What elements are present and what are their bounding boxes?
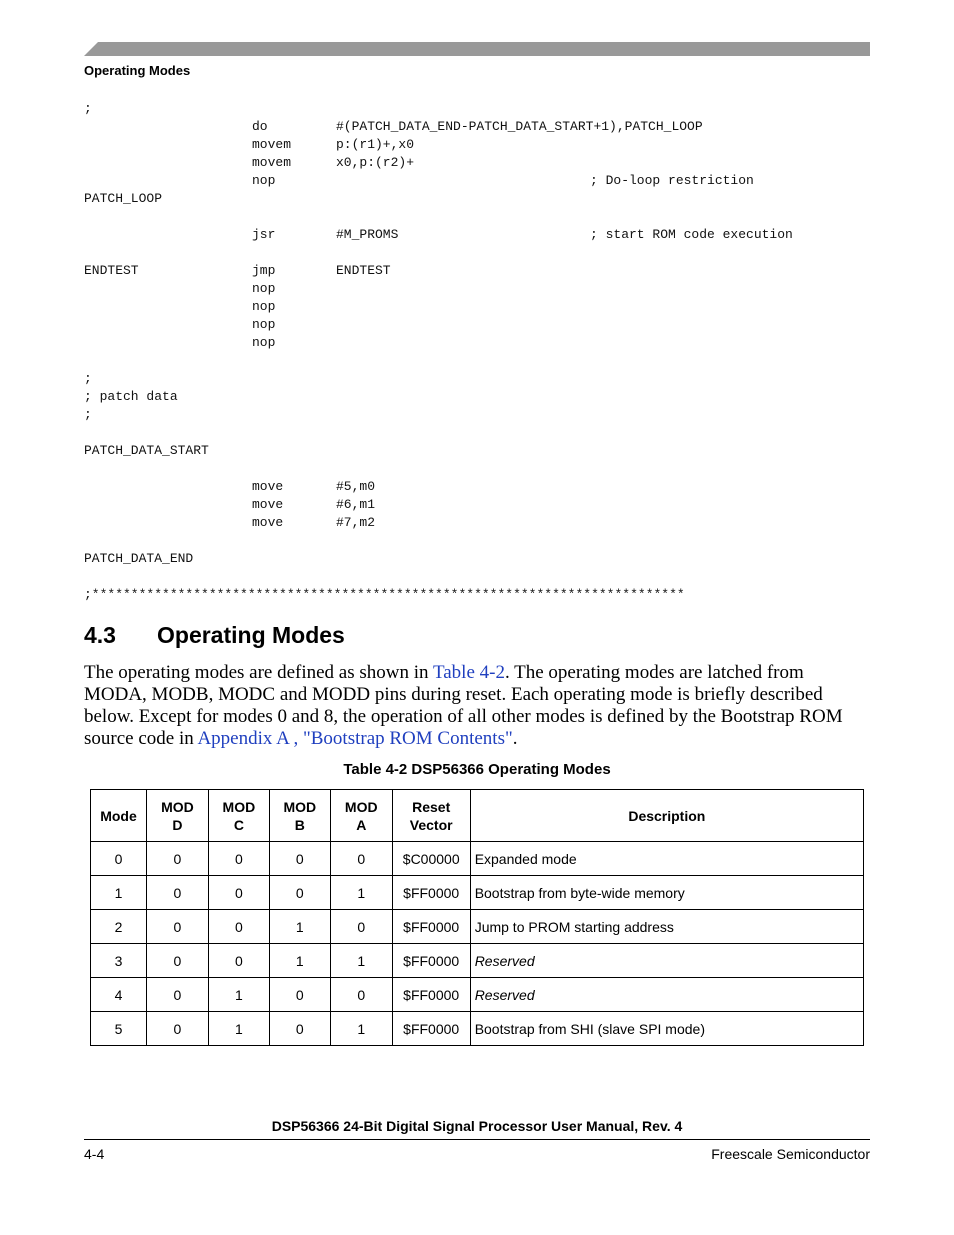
cell-modc: 0: [208, 910, 269, 944]
cell-modd: 0: [146, 978, 208, 1012]
table-row: [91, 910, 864, 944]
header-modc-line2: C: [233, 816, 244, 833]
cell-modd: 0: [146, 1012, 208, 1046]
appendix-link[interactable]: Appendix A , "Bootstrap ROM Contents": [197, 728, 513, 749]
table-header-row: [91, 790, 864, 842]
para-text: The operating modes are defined as shown in: [84, 662, 433, 683]
code-opcode: move: [252, 497, 284, 512]
code-operand: #7,m2: [336, 515, 376, 530]
header-modd-line1: MOD: [161, 798, 194, 815]
code-opcode: jsr: [252, 227, 276, 242]
code-opcode: nop: [252, 335, 276, 350]
company-name: Freescale Semiconductor: [711, 1146, 870, 1162]
cell-modc: 0: [208, 944, 269, 978]
header-moda-line2: A: [356, 816, 367, 833]
cell-moda: 1: [330, 876, 392, 910]
code-comment: ; start ROM code execution: [590, 227, 793, 242]
header-modc: [208, 790, 269, 842]
code-label: PATCH_LOOP: [84, 191, 163, 206]
cell-reset-vector: $FF0000: [392, 910, 470, 944]
header-mode: Mode: [91, 790, 147, 842]
cell-moda: 1: [330, 944, 392, 978]
cell-modc: 0: [208, 842, 269, 876]
cell-description: Reserved: [470, 944, 863, 978]
cell-modb: 0: [269, 978, 330, 1012]
code-opcode: move: [252, 515, 284, 530]
running-head: Operating Modes: [84, 63, 191, 78]
section-heading: [84, 622, 345, 649]
body-paragraph: [84, 662, 870, 750]
cell-reset-vector: $FF0000: [392, 876, 470, 910]
header-description: Description: [470, 790, 863, 842]
code-comment: ; patch data: [84, 389, 178, 404]
header-moda-line1: MOD: [344, 798, 378, 815]
cell-reset-vector: $FF0000: [392, 1012, 470, 1046]
code-operand: ENDTEST: [336, 263, 391, 278]
footer-divider: [84, 1139, 870, 1140]
table-row: [91, 876, 864, 910]
header-modd-line2: D: [172, 816, 183, 833]
cell-modb: 0: [269, 876, 330, 910]
cell-modb: 1: [269, 910, 330, 944]
cell-modb: 1: [269, 944, 330, 978]
code-opcode: movem: [252, 155, 292, 170]
cell-modd: 0: [146, 944, 208, 978]
operating-modes-table: [90, 789, 864, 1046]
code-comment: ;: [84, 371, 92, 386]
header-reset-vector: [392, 790, 470, 842]
cell-reset-vector: $FF0000: [392, 944, 470, 978]
cell-modd: 0: [146, 910, 208, 944]
table-row: [91, 944, 864, 978]
code-operand: #M_PROMS: [336, 227, 399, 242]
code-label: PATCH_DATA_END: [84, 551, 194, 566]
cell-modb: 0: [269, 1012, 330, 1046]
code-label: PATCH_DATA_START: [84, 443, 209, 458]
cell-modc: 1: [208, 1012, 269, 1046]
header-bar: [84, 42, 870, 56]
cell-mode: 3: [91, 944, 147, 978]
page-number: 4-4: [84, 1146, 105, 1162]
code-stars-comment: ;****************************************************************************: [84, 587, 685, 602]
cell-reset-vector: $FF0000: [392, 978, 470, 1012]
code-opcode: nop: [252, 173, 276, 188]
cell-modb: 0: [269, 842, 330, 876]
para-text: .: [512, 728, 518, 749]
cell-reset-vector: $C00000: [392, 842, 470, 876]
table-row: [91, 842, 864, 876]
cell-moda: 0: [330, 842, 392, 876]
code-opcode: nop: [252, 317, 276, 332]
code-comment: ; Do-loop restriction: [590, 173, 754, 188]
cell-mode: 0: [91, 842, 147, 876]
code-label: ;: [84, 101, 100, 116]
section-title: Operating Modes: [157, 622, 345, 648]
table-caption: Table 4-2 DSP56366 Operating Modes: [343, 761, 611, 778]
code-opcode: movem: [252, 137, 292, 152]
code-comment: ;: [84, 407, 92, 422]
code-label: ENDTEST: [84, 263, 139, 278]
cell-mode: 2: [91, 910, 147, 944]
header-reset-line1: Reset: [412, 798, 451, 815]
code-opcode: jmp: [252, 263, 276, 278]
code-operand: #6,m1: [336, 497, 376, 512]
code-opcode: nop: [252, 281, 276, 296]
code-opcode: nop: [252, 299, 276, 314]
cell-mode: 1: [91, 876, 147, 910]
header-moda: [330, 790, 392, 842]
cell-moda: 0: [330, 978, 392, 1012]
code-operand: p:(r1)+,x0: [336, 137, 415, 152]
cell-moda: 0: [330, 910, 392, 944]
header-reset-line2: Vector: [409, 816, 453, 833]
cell-modc: 0: [208, 876, 269, 910]
cell-moda: 1: [330, 1012, 392, 1046]
code-opcode: do: [252, 119, 268, 134]
cell-description: Bootstrap from SHI (slave SPI mode): [470, 1012, 863, 1046]
table-row: [91, 978, 864, 1012]
cell-description: Expanded mode: [470, 842, 863, 876]
cell-modc: 1: [208, 978, 269, 1012]
cell-mode: 5: [91, 1012, 147, 1046]
code-operand: #(PATCH_DATA_END-PATCH_DATA_START+1),PATCH_LOOP: [336, 119, 703, 134]
header-modd: [146, 790, 208, 842]
cell-modd: 0: [146, 842, 208, 876]
cell-description: Bootstrap from byte-wide memory: [470, 876, 863, 910]
cell-modd: 0: [146, 876, 208, 910]
table-link[interactable]: Table 4-2: [432, 662, 505, 683]
header-modc-line1: MOD: [222, 798, 256, 815]
table-row: [91, 1012, 864, 1046]
code-operand: x0,p:(r2)+: [336, 155, 415, 170]
para-text: . The operating modes are latched from MODA, MODB, MODC and MODD pins during reset. Each operating mode is briefly described below. Except for modes 0 and 8, the operation of all other modes is defined by the Bootstrap ROM source code in: [84, 662, 843, 749]
header-modb: [269, 790, 330, 842]
cell-description: Reserved: [470, 978, 863, 1012]
code-opcode: move: [252, 479, 284, 494]
code-operand: #5,m0: [336, 479, 376, 494]
footer-title: DSP56366 24-Bit Digital Signal Processor User Manual, Rev. 4: [271, 1118, 683, 1134]
cell-description: Jump to PROM starting address: [470, 910, 863, 944]
header-modb-line1: MOD: [283, 798, 317, 815]
header-modb-line2: B: [294, 816, 305, 833]
section-number: 4.3: [84, 622, 116, 648]
cell-mode: 4: [91, 978, 147, 1012]
